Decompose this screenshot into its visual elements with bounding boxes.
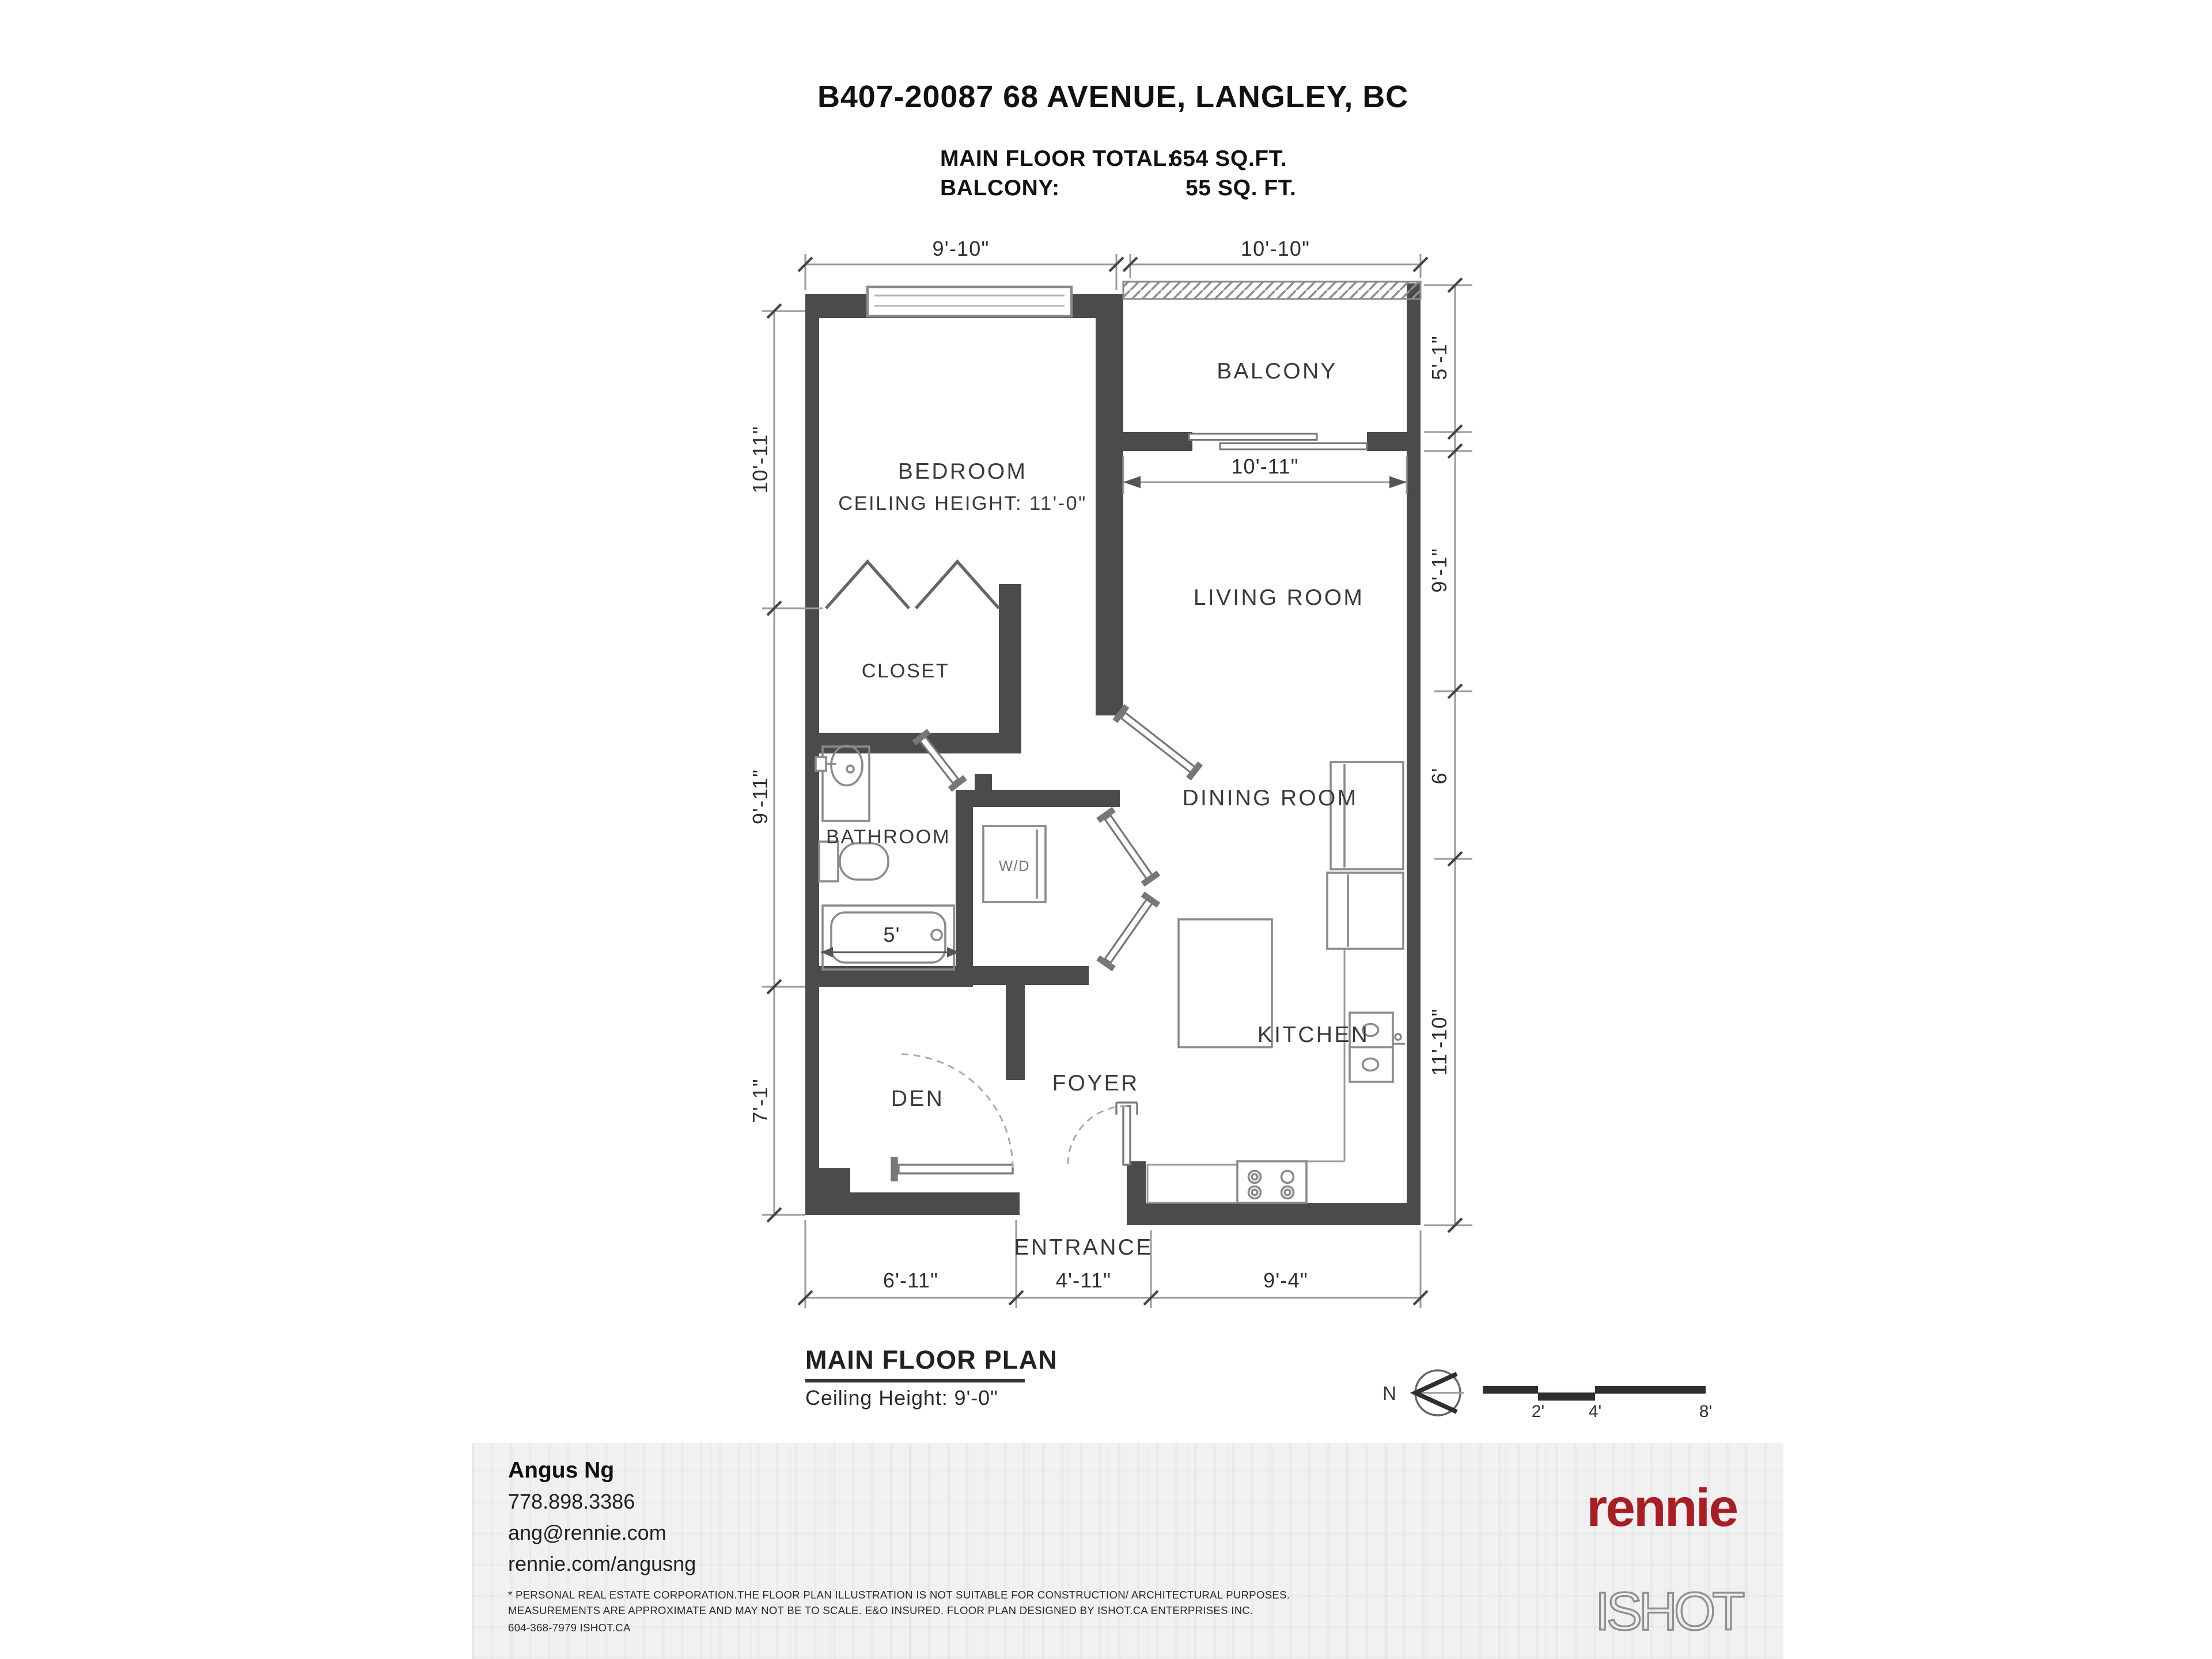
dim-dining-depth: 6' — [1427, 767, 1451, 785]
wall-right — [1407, 432, 1421, 1225]
label-bedroom: BEDROOM — [897, 459, 1028, 484]
disclaimer-line-2: MEASUREMENTS ARE APPROXIMATE AND MAY NOT BE TO SCALE. E&O INSURED. FLOOR PLAN DESIGNED BY ISHOT.CA ENTERPRISES INC. — [508, 1606, 1253, 1619]
label-closet: CLOSET — [861, 660, 950, 682]
balcony-railing — [1123, 282, 1421, 299]
entrance-door — [1068, 1103, 1137, 1165]
wall-bathroom-right — [956, 790, 973, 987]
den-door — [892, 1054, 1013, 1180]
dim-balcony-depth: 5'-1" — [1427, 335, 1451, 380]
dim-bottom-kitchen: 9'-4" — [1263, 1268, 1308, 1292]
wall-wd-door-stub — [975, 774, 992, 790]
wd-door-upper — [1098, 808, 1159, 885]
dim-bottom-den: 6'-11" — [882, 1268, 939, 1292]
plan-title-block — [805, 1346, 1058, 1410]
label-living-room: LIVING ROOM — [1193, 585, 1365, 610]
dim-living-width: 10'-11" — [1231, 454, 1299, 479]
ishot-logo — [1592, 1581, 1764, 1643]
wall-kitchen-bottom — [1127, 1203, 1421, 1225]
label-foyer: FOYER — [1052, 1071, 1139, 1096]
plan-title-underline — [805, 1379, 1025, 1382]
label-dining-room: DINING ROOM — [1182, 786, 1358, 810]
dim-den-depth: 7'-1" — [748, 1078, 772, 1123]
label-den: DEN — [891, 1086, 945, 1111]
plan-ceiling-height: Ceiling Height: 9'-0" — [805, 1386, 998, 1410]
north-compass — [1382, 1370, 1464, 1415]
label-bedroom-ceiling: CEILING HEIGHT: 11'-0" — [838, 493, 1087, 515]
bedroom-window — [868, 287, 1071, 316]
dim-bedroom-depth: 10'-11" — [748, 426, 772, 494]
label-kitchen: KITCHEN — [1257, 1022, 1370, 1047]
wall-balcony-right — [1407, 283, 1421, 432]
label-wd: W/D — [998, 858, 1031, 874]
disclaimer-line-1: * PERSONAL REAL ESTATE CORPORATION.THE FLOOR PLAN ILLUSTRATION IS NOT SUITABLE FOR CONSTRUCTION/ ARCHITECTURAL PURPOSES. — [508, 1590, 1290, 1602]
bathroom-vanity — [816, 746, 869, 821]
wall-balcony-bottom-left — [1123, 432, 1192, 451]
dim-bathroom-depth: 9'-11" — [748, 768, 772, 825]
closet-bifold-doors — [826, 562, 999, 608]
balcony-sliding-door — [1189, 434, 1367, 449]
label-balcony: BALCONY — [1217, 359, 1338, 384]
wall-bedroom-living-divider — [1096, 294, 1123, 715]
disclaimer — [508, 1588, 1320, 1637]
fridge — [1327, 873, 1403, 949]
scale-4ft: 4' — [1588, 1402, 1602, 1421]
wall-wd-bottom — [956, 966, 1089, 985]
dim-tub-width: 5' — [883, 923, 900, 946]
scale-8ft: 8' — [1699, 1402, 1713, 1421]
kitchen-counter — [1147, 949, 1344, 1203]
balcony-area-value: 55 SQ. FT. — [1185, 175, 1297, 200]
dim-kitchen-depth: 11'-10" — [1427, 1008, 1451, 1076]
dim-living-depth: 9'-1" — [1427, 548, 1451, 593]
balcony-area-label: BALCONY: — [940, 175, 1060, 200]
label-entrance: ENTRANCE — [1014, 1235, 1153, 1260]
scale-2ft: 2' — [1531, 1402, 1545, 1421]
agent-email: ang@rennie.com — [508, 1521, 666, 1545]
wd-door-lower — [1098, 893, 1159, 970]
main-floor-total-value: 654 SQ.FT. — [1170, 145, 1287, 171]
wall-den-foyer-divider — [1006, 985, 1025, 1080]
scale-bar — [1483, 1386, 1712, 1421]
stove — [1237, 1161, 1306, 1203]
footer — [472, 1443, 1783, 1659]
compass-n-label: N — [1382, 1382, 1396, 1404]
wall-closet-right — [999, 584, 1021, 753]
label-bathroom: BATHROOM — [826, 826, 950, 848]
page-title: B407-20087 68 AVENUE, LANGLEY, BC — [817, 79, 1409, 114]
wall-wd-top — [956, 790, 1120, 807]
dim-bedroom-width: 9'-10" — [932, 237, 990, 260]
agent-name: Angus Ng — [508, 1457, 615, 1483]
rennie-logo: rennie — [1586, 1478, 1737, 1538]
dim-bottom-entrance: 4'-11" — [1055, 1268, 1112, 1292]
dim-balcony-width: 10'-10" — [1240, 237, 1310, 260]
wall-left — [805, 294, 819, 1215]
bedroom-door — [1114, 706, 1202, 779]
wall-den-corner — [805, 1168, 850, 1196]
main-floor-total-label: MAIN FLOOR TOTAL: — [940, 145, 1175, 171]
plan-title: MAIN FLOOR PLAN — [805, 1346, 1058, 1376]
agent-website: rennie.com/angusng — [508, 1552, 696, 1576]
wall-entrance-step — [1127, 1161, 1146, 1206]
agent-phone: 778.898.3386 — [508, 1490, 635, 1514]
ishot-logo-text: ISHOT — [1595, 1581, 1742, 1641]
disclaimer-line-3: 604-368-7979 ISHOT.CA — [508, 1622, 631, 1635]
kitchen-pantry-cabinet — [1331, 762, 1403, 869]
